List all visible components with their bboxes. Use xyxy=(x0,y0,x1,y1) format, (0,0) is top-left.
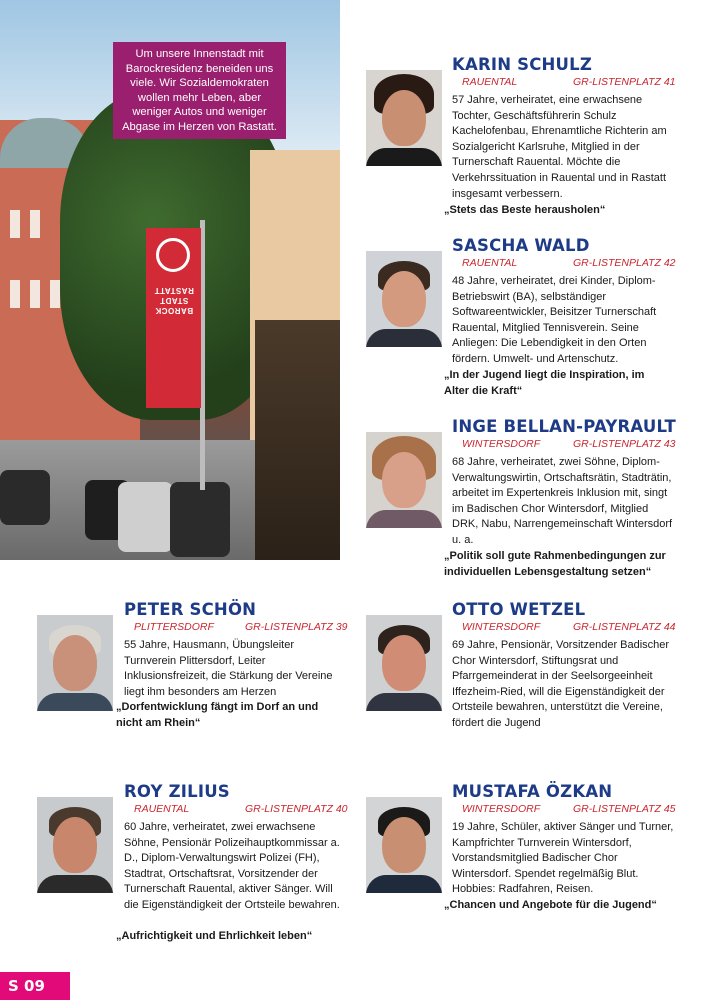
candidate-place: WINTERSDORF xyxy=(462,803,541,815)
page-number-tab: S 09 xyxy=(0,972,70,1000)
candidate-name: KARIN SCHULZ xyxy=(452,55,593,74)
candidate-rank: GR-LISTENPLATZ 39 xyxy=(245,621,348,633)
candidate-bio: 60 Jahre, verheiratet, zwei erwachsene Söhne, Pensionär Polizeihauptkommissar a. D., Diplom-Verwaltungswirt Polizei (FH), Stadtrat, Ortschaftsrat, Vorsitzender der Turnerschaft Rauental, aktiver Sänger. Will die Eigenständigkeit der Ortsteile bewahren. xyxy=(124,821,340,911)
candidate-quote: „Politik soll gute Rahmenbedingungen zur individuellen Lebensgestaltung setzen“ xyxy=(444,550,666,578)
candidate-place: WINTERSDORF xyxy=(462,438,541,450)
candidate-name: PETER SCHÖN xyxy=(124,600,257,619)
portrait-peter-schoen xyxy=(37,615,113,711)
banner-logo xyxy=(156,238,190,272)
candidate-rank: GR-LISTENPLATZ 45 xyxy=(573,803,676,815)
candidate-quote: „Aufrichtigkeit und Ehrlichkeit leben“ xyxy=(116,930,313,942)
portrait-mustafa-oezkan xyxy=(366,797,442,893)
candidate-name: ROY ZILIUS xyxy=(124,782,230,801)
palace-window xyxy=(30,280,40,308)
candidate-place: RAUENTAL xyxy=(134,803,190,815)
palace-window xyxy=(50,280,60,308)
candidate-name: INGE BELLAN-PAYRAULT xyxy=(452,417,676,436)
candidate-bio: 19 Jahre, Schüler, aktiver Sänger und Turner, Kampfrichter Turnverein Wintersdorf, Vorstandsmitglied Badischer Chor Wintersdorf. Spendet regelmäßig Blut. Hobbies: Radfahren, Reisen. xyxy=(452,821,674,896)
candidate-place: WINTERSDORF xyxy=(462,621,541,633)
candidate-bio: 55 Jahre, Hausmann, Übungsleiter Turnverein Plittersdorf, Leiter Inklusionsfreizeit, die Stärkung der Vereine liegt ihm besonders am Herzen xyxy=(124,639,333,698)
photo-caption: Um unsere Innenstadt mit Barockresidenz beneiden uns viele. Wir Sozialdemokraten wollen mehr Leben, aber weniger Autos und weniger Abgase im Herzen von Rastatt. xyxy=(113,42,286,139)
candidate-rank: GR-LISTENPLATZ 42 xyxy=(573,257,676,269)
banner-text: BAROCK STADT RASTATT xyxy=(154,286,194,315)
candidate-rank: GR-LISTENPLATZ 44 xyxy=(573,621,676,633)
rastatt-street-photo xyxy=(0,0,340,560)
portrait-sascha-wald xyxy=(366,251,442,347)
candidate-bio: 69 Jahre, Pensionär, Vorsitzender Badischer Chor Wintersdorf, Stiftungsrat und Pfarrgemeinderat in der Seelsorgeeinheit Iffezheim-Ried, will die Eigenständigkeit der Ortsteile bewahren, unterstützt die Vereine, fördert die Jugend xyxy=(452,639,670,729)
palace-window xyxy=(10,280,20,308)
candidate-name: OTTO WETZEL xyxy=(452,600,586,619)
candidate-quote: „Stets das Beste herausholen“ xyxy=(444,204,606,216)
candidate-place: RAUENTAL xyxy=(462,257,518,269)
portrait-roy-zilius xyxy=(37,797,113,893)
candidate-quote: „Dorfentwicklung fängt im Dorf an und nicht am Rhein“ xyxy=(116,701,319,729)
palace-window xyxy=(10,210,20,238)
candidate-bio: 57 Jahre, verheiratet, eine erwachsene Tochter, Geschäftsführerin Schulz Kachelofenbau, Ehrenamtliche Richterin am Sozialgericht Karlsruhe, Mitglied in der Turnerschaft Rauental. Möchte die Verkehrssituation in Rauental und in Rastatt insgesamt verbessern. xyxy=(452,94,667,200)
candidate-quote: „In der Jugend liegt die Inspiration, im Alter die Kraft“ xyxy=(444,369,645,397)
car xyxy=(118,482,173,552)
delivery-truck xyxy=(255,320,340,560)
portrait-karin-schulz xyxy=(366,70,442,166)
candidate-rank: GR-LISTENPLATZ 40 xyxy=(245,803,348,815)
portrait-otto-wetzel xyxy=(366,615,442,711)
candidate-bio: 48 Jahre, verheiratet, drei Kinder, Diplom-Betriebswirt (BA), selbständiger Softwareentwickler, Beisitzer Turnerschaft Rauental, Mitglied Tennisverein. Seine Anliegen: Die Lebendigkeit in den Orten fördern. Umwelt- und Artenschutz. xyxy=(452,275,657,365)
palace-window xyxy=(30,210,40,238)
candidate-name: SASCHA WALD xyxy=(452,236,590,255)
candidate-name: MUSTAFA ÖZKAN xyxy=(452,782,613,801)
car xyxy=(170,482,230,557)
portrait-inge-bellan-payrault xyxy=(366,432,442,528)
car xyxy=(0,470,50,525)
candidate-quote: „Chancen und Angebote für die Jugend“ xyxy=(444,899,657,911)
candidate-bio: 68 Jahre, verheiratet, zwei Söhne, Diplom-Verwaltungswirtin, Ortschaftsrätin, Stadträtin, arbeitet im Expertenkreis Inklusion mit, singt im Badischen Chor Wintersdorf, Mitglied DRK, Nabu, Narrengemeinschaft Wintersdorf u. a. xyxy=(452,456,673,546)
candidate-rank: GR-LISTENPLATZ 43 xyxy=(573,438,676,450)
candidate-rank: GR-LISTENPLATZ 41 xyxy=(573,76,676,88)
candidate-place: RAUENTAL xyxy=(462,76,518,88)
candidate-place: PLITTERSDORF xyxy=(134,621,214,633)
